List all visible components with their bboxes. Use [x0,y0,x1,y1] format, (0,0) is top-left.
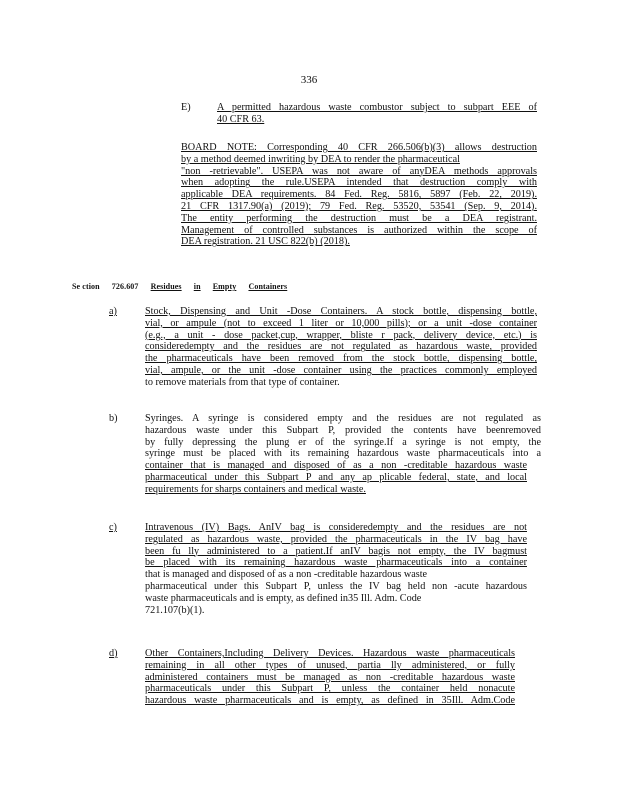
section-title-word: Residues [150,282,182,291]
text-line: when adopting the rule.USEPA intended that destruction comply with [181,177,537,189]
item-d-text [145,648,515,707]
text-line: BOARD NOTE: Corresponding 40 CFR 266.506(b)(3) allows destruction [181,142,537,153]
text-line: 21 CFR 1317.90(a) (2019); 79 Fed. Reg. 53520, 53541 (Sep. 9, 2014). [181,200,537,212]
text-line: hazardous waste pharmaceuticals and is empty, as defined in 35Ill. Adm.Code [145,695,515,707]
page-number: 336 [300,74,318,86]
item-e-text [217,102,537,126]
text-line: DEA registration. 21 USC 822(b) (2018). [181,236,350,248]
item-e-label: E) [181,102,191,113]
section-title-word: Empty [212,282,237,291]
text-line: remaining in all other types of unused, partia lly administered, or fully [145,659,515,671]
text-line: Management of controlled substances is authorized within the scope of [181,224,537,236]
text-line: Stock, Dispensing and Unit -Dose Containers. A stock bottle, dispensing bottle, [145,306,537,317]
section-heading [72,282,297,291]
item-c-text [145,522,527,616]
text-line: consideredempty and the residues are not regulated as hazardous waste, provided [145,341,537,353]
text-line: been fu lly administered to a patient.If anIV bagis not empty, the IV bagmust [145,545,527,557]
text-line: requirements for sharps containers and medical waste. [145,483,366,495]
text-line: Intravenous (IV) Bags. AnIV bag is consideredempty and the residues are not [145,522,527,533]
item-b-label: b) [109,413,118,424]
text-line: administered containers must be managed as non -creditable hazardous waste [145,671,515,683]
item-a-label: a) [109,306,117,317]
text-line: the pharmaceuticals have been removed from the stock bottle, dispensing bottle, [145,353,537,365]
section-number: 726.607 [111,282,139,291]
text-line: to remove materials from that type of container. [145,376,340,388]
text-line: container that is managed and disposed of as a non -creditable hazardous waste [145,460,527,472]
text-line: Syringes. A syringe is considered empty and the residues are not regulated as [145,413,541,424]
text-line: be placed with its remaining hazardous waste pharmaceuticals into a container [145,557,527,569]
text-line: vial, ampule, or the unit -dose container using the practices commonly employed [145,364,537,376]
item-d-label: d) [109,648,118,659]
text-line: pharmaceutical under this Subpart P and any ap plicable federal, state, and local [145,471,527,483]
text-line: regulated as hazardous waste, provided the pharmaceuticals in the IV bag have [145,533,527,545]
text-line: The entity performing the destruction must be a DEA registrant. [181,212,537,224]
item-a-text [145,306,537,389]
text-line: applicable DEA requirements. 84 Fed. Reg. 5816, 5897 (Feb. 22, 2019). [181,189,537,201]
text-line: that is managed and disposed of as a non -creditable hazardous waste [145,569,428,581]
text-line: (e.g., a unit - dose packet,cup, wrapper, bliste r pack, delivery device, etc.) is [145,329,537,341]
text-line: 721.107(b)(1). [145,604,205,616]
section-title-word: Containers [248,282,288,291]
text-line: Other Containers,Including Delivery Devices. Hazardous waste pharmaceuticals [145,648,515,659]
section-label: Se ction [72,282,100,291]
section-title-word: in [193,282,201,291]
item-c-label: c) [109,522,117,533]
text-line: syringe must be placed with its remaining hazardous waste pharmaceuticals into a [145,448,541,460]
text-line: by fully depressing the plung er of the syringe.If a syringe is not empty, the [145,436,541,448]
text-line: "non -retrievable". USEPA was not aware of anyDEA methods approvals [181,165,537,177]
text-line: by a method deemed inwriting by DEA to render the pharmaceutical [181,153,460,165]
board-note [181,142,537,248]
item-b-text [145,413,541,496]
text-line: pharmaceutical under this Subpart P, unless the IV bag held non -acute hazardous [145,580,527,592]
text-line: hazardous waste under this Subpart P, provided the contents have beenremoved [145,424,541,436]
text-line: waste pharmaceuticals and is empty, as defined in35 Ill. Adm. Code [145,592,422,604]
text-line: A permitted hazardous waste combustor subject to subpart EEE of [217,102,537,113]
text-line: vial, or ampule (not to exceed 1 liter or 10,000 pills); or a unit -dose container [145,317,537,329]
text-line: pharmaceuticals under this Subpart P, unless the container held nonacute [145,683,515,695]
text-line: 40 CFR 63. [217,113,265,125]
